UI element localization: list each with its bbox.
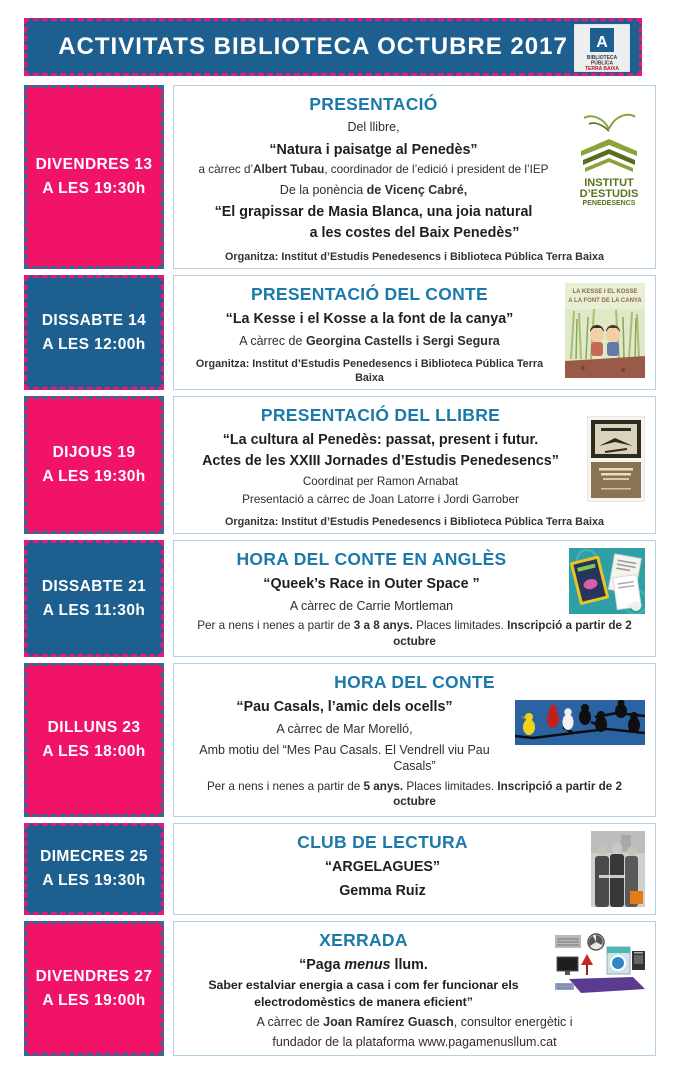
event-text-line: “La cultura al Penedès: passat, present i futur. <box>222 432 539 449</box>
event-date-line2: A LES 19:00h <box>42 991 146 1009</box>
event-text-line: Per a nens i nenes a partir de 3 a 8 anys. Places limitades. Inscripció a partir de 2 octubre <box>197 619 632 648</box>
event-text-line: Organitza: Institut d’Estudis Penedesencs i Biblioteca Pública Terra Baixa <box>225 515 604 528</box>
event-row <box>24 85 656 269</box>
event-date-line2: A LES 11:30h <box>42 601 146 619</box>
event-body <box>184 431 645 529</box>
argelagues-cover-image <box>591 831 645 907</box>
event-date-box <box>24 663 164 817</box>
cultura-cover-image <box>587 416 645 502</box>
event-text-line: “ARGELAGUES” <box>324 859 441 876</box>
event-date-box <box>24 921 164 1055</box>
event-date-line1: DISSABTE 21 <box>41 577 147 595</box>
event-date-box <box>24 540 164 657</box>
library-logo-icon <box>574 24 630 72</box>
event-text-line: “Paga menus llum. <box>299 957 428 974</box>
event-text-line: Presentació a càrrec de Joan Latorre i Jordi Garrober <box>242 493 519 507</box>
event-date-box <box>24 396 164 534</box>
event-text-line: a càrrec d’Albert Tubau, coordinador de l’edició i president de l’IEP <box>198 163 549 177</box>
event-row <box>24 663 656 817</box>
event-text-line: A càrrec de Mar Morelló, <box>276 722 413 737</box>
event-text-line: A càrrec de Georgina Castells i Sergi Segura <box>239 334 500 349</box>
event-text-line: Coordinat per Ramon Arnabat <box>302 474 459 488</box>
event-text-line: Del llibre, <box>347 120 400 134</box>
logo-line-1: BIBLIOTECA <box>586 55 618 61</box>
event-date-line2: A LES 19:30h <box>42 468 146 486</box>
event-title: PRESENTACIÓ DEL LLIBRE <box>260 405 501 426</box>
event-text-line: a les costes del Baix Penedès” <box>309 225 520 242</box>
event-text-line: Organitza: Institut d’Estudis Penedesencs i Biblioteca Pública Terra Baixa <box>195 357 544 384</box>
event-text-line: A càrrec de Joan Ramírez Guasch, consultor energètic i <box>256 1014 573 1029</box>
event-date-box <box>24 823 164 915</box>
event-content-box <box>173 540 656 657</box>
event-date-line2: A LES 19:30h <box>42 872 146 890</box>
svg-text:A LA FONT DE LA CANYA: A LA FONT DE LA CANYA <box>568 298 642 305</box>
event-text-line: “Natura i paisatge al Penedès” <box>269 141 478 158</box>
appliances-image <box>553 933 645 997</box>
svg-text:D’ESTUDIS: D’ESTUDIS <box>579 188 639 200</box>
events-list <box>24 85 656 1056</box>
kesse-cover-image <box>565 283 645 378</box>
birds-image <box>515 700 645 745</box>
event-text-line: Saber estalviar energia a casa i com fer funcionar els <box>208 978 519 993</box>
event-text-line: Organitza: Institut d’Estudis Penedesencs i Biblioteca Pública Terra Baixa <box>225 251 604 264</box>
event-text-line: Amb motiu del “Mes Pau Casals. El Vendrell viu Pau Casals” <box>199 742 490 774</box>
event-body <box>184 858 645 901</box>
event-row <box>24 823 656 915</box>
event-text-line: “Pau Casals, l’amic dels ocells” <box>236 699 453 716</box>
event-body <box>184 698 645 809</box>
event-row <box>24 275 656 390</box>
event-date-line1: DIVENDRES 13 <box>35 156 153 174</box>
queek-photo-image <box>569 548 645 614</box>
event-title: CLUB DE LECTURA <box>297 832 468 853</box>
event-row <box>24 540 656 657</box>
event-date-line1: DIVENDRES 27 <box>35 967 153 985</box>
event-date-box <box>24 275 164 390</box>
event-text-line: De la ponència de Vicenç Cabré, <box>279 182 468 197</box>
event-title: XERRADA <box>319 930 408 951</box>
event-title: PRESENTACIÓ <box>309 94 438 114</box>
event-date-line1: DILLUNS 23 <box>47 719 141 737</box>
event-text-line: Gemma Ruiz <box>339 883 426 900</box>
event-date-line2: A LES 18:00h <box>42 743 146 761</box>
header-banner <box>24 18 642 76</box>
event-date-box <box>24 85 164 269</box>
event-text-line: A càrrec de Carrie Mortleman <box>289 598 454 613</box>
event-content-box <box>173 823 656 915</box>
event-content-box <box>173 85 656 269</box>
event-date-line2: A LES 19:30h <box>42 180 146 198</box>
event-date-line1: DIMECRES 25 <box>40 848 148 866</box>
event-date-line1: DISSABTE 14 <box>41 311 147 329</box>
event-text-line: electrodomèstics de manera eficient” <box>254 994 473 1009</box>
svg-text:INSTITUT: INSTITUT <box>584 177 634 189</box>
event-text-line: Actes de les XXIII Jornades d’Estudis Penedesencs” <box>202 452 559 469</box>
iep-logo-image <box>573 107 645 209</box>
event-content-box <box>173 921 656 1055</box>
event-title: PRESENTACIÓ DEL CONTE <box>250 284 489 305</box>
svg-text:LA KESSE I EL KOSSE: LA KESSE I EL KOSSE <box>572 289 638 296</box>
event-title: HORA DEL CONTE EN ANGLÈS <box>236 548 507 569</box>
event-text-line: “La Kesse i el Kosse a la font de la canya” <box>225 311 514 328</box>
event-content-box <box>173 663 656 817</box>
event-title: HORA DEL CONTE <box>334 672 495 693</box>
svg-text:PENEDESENCS: PENEDESENCS <box>582 200 636 207</box>
event-content-box <box>173 396 656 534</box>
event-date-line2: A LES 12:00h <box>42 335 146 353</box>
event-text-line: fundador de la plataforma www.pagamenusllum.cat <box>272 1035 557 1050</box>
event-date-line1: DIJOUS 19 <box>52 444 136 462</box>
event-content-box <box>173 275 656 390</box>
event-text-line: “Queek’s Race in Outer Space ” <box>263 575 480 592</box>
event-text-line: Per a nens i nenes a partir de 5 anys. Places limitades. Inscripció a partir de 2 octubre <box>206 779 623 808</box>
event-text-line: “El grapissar de Masia Blanca, una joia natural <box>214 204 533 221</box>
page-title: ACTIVITATS BIBLIOTECA OCTUBRE 2017 <box>58 33 568 60</box>
event-row <box>24 396 656 534</box>
logo-line-3: TERRA BAIXA <box>585 66 619 72</box>
logo-letter: A <box>596 34 608 51</box>
event-row <box>24 921 656 1055</box>
logo-line-2: PÚBLICA <box>590 60 614 67</box>
